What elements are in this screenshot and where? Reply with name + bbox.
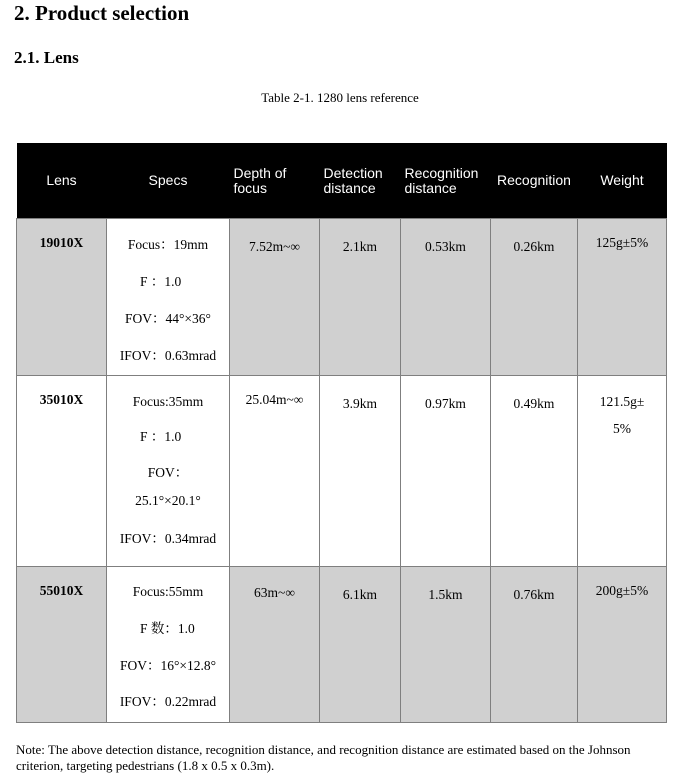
- depth-of-focus-cell: 63m~∞: [230, 567, 320, 723]
- specs-cell: [107, 376, 230, 567]
- weight-cell: 200g±5%: [578, 567, 667, 723]
- specs-cell: [107, 219, 230, 376]
- depth-of-focus-cell: 7.52m~∞: [230, 219, 320, 376]
- recognition-cell: 0.26km: [491, 219, 578, 376]
- lens-name-cell: 19010X: [17, 219, 107, 376]
- weight-cell: 121.5g± 5%: [578, 376, 667, 567]
- spec-f-number: F 数：1.0: [140, 621, 195, 636]
- spec-fov: FOV：44°×36°: [125, 311, 211, 326]
- lens-reference-table: [16, 143, 667, 723]
- spec-focus: Focus:35mm: [132, 394, 204, 409]
- lens-name-cell: 35010X: [17, 376, 107, 567]
- spec-fov-label: FOV：: [147, 465, 189, 480]
- header-recognition: Recognition: [491, 143, 578, 219]
- table-note: Note: The above detection distance, recognition distance, and recognition distance are estimated based on the Johnson criterion, targeting pedestrians (1.8 x 0.5 x 0.3m).: [16, 742, 631, 773]
- header-specs: Specs: [107, 143, 230, 219]
- spec-f-number: F ：1.0: [140, 429, 182, 444]
- subsection-heading: 2.1. Lens: [14, 48, 79, 67]
- recognition-distance-cell: 0.53km: [401, 219, 491, 376]
- header-depth-of-focus: Depth of focus: [230, 143, 320, 219]
- table-row: [17, 219, 667, 376]
- header-recognition-distance: Recognition distance: [401, 143, 491, 219]
- table-header-row: [17, 143, 667, 219]
- section-heading: 2. Product selection: [14, 1, 190, 25]
- recognition-distance-cell: 1.5km: [401, 567, 491, 723]
- recognition-distance-cell: 0.97km: [401, 376, 491, 567]
- table-row: [17, 567, 667, 723]
- recognition-cell: 0.49km: [491, 376, 578, 567]
- spec-f-number: F ：1.0: [140, 274, 182, 289]
- detection-distance-cell: 2.1km: [320, 219, 401, 376]
- table-caption: Table 2-1. 1280 lens reference: [261, 90, 419, 105]
- specs-cell: [107, 567, 230, 723]
- spec-focus: Focus：19mm: [127, 237, 209, 252]
- spec-ifov: IFOV：0.34mrad: [119, 531, 217, 546]
- spec-fov-value: 25.1°×20.1°: [135, 493, 201, 508]
- weight-cell: 125g±5%: [578, 219, 667, 376]
- detection-distance-cell: 3.9km: [320, 376, 401, 567]
- recognition-cell: 0.76km: [491, 567, 578, 723]
- depth-of-focus-cell: 25.04m~∞: [230, 376, 320, 567]
- spec-ifov: IFOV：0.22mrad: [119, 694, 217, 709]
- spec-focus: Focus:55mm: [132, 584, 204, 599]
- spec-fov: FOV：16°×12.8°: [119, 658, 217, 673]
- spec-ifov: IFOV：0.63mrad: [119, 348, 217, 363]
- table-row: [17, 376, 667, 567]
- header-weight: Weight: [578, 143, 667, 219]
- lens-name-cell: 55010X: [17, 567, 107, 723]
- header-detection-distance: Detection distance: [320, 143, 401, 219]
- detection-distance-cell: 6.1km: [320, 567, 401, 723]
- header-lens: Lens: [17, 143, 107, 219]
